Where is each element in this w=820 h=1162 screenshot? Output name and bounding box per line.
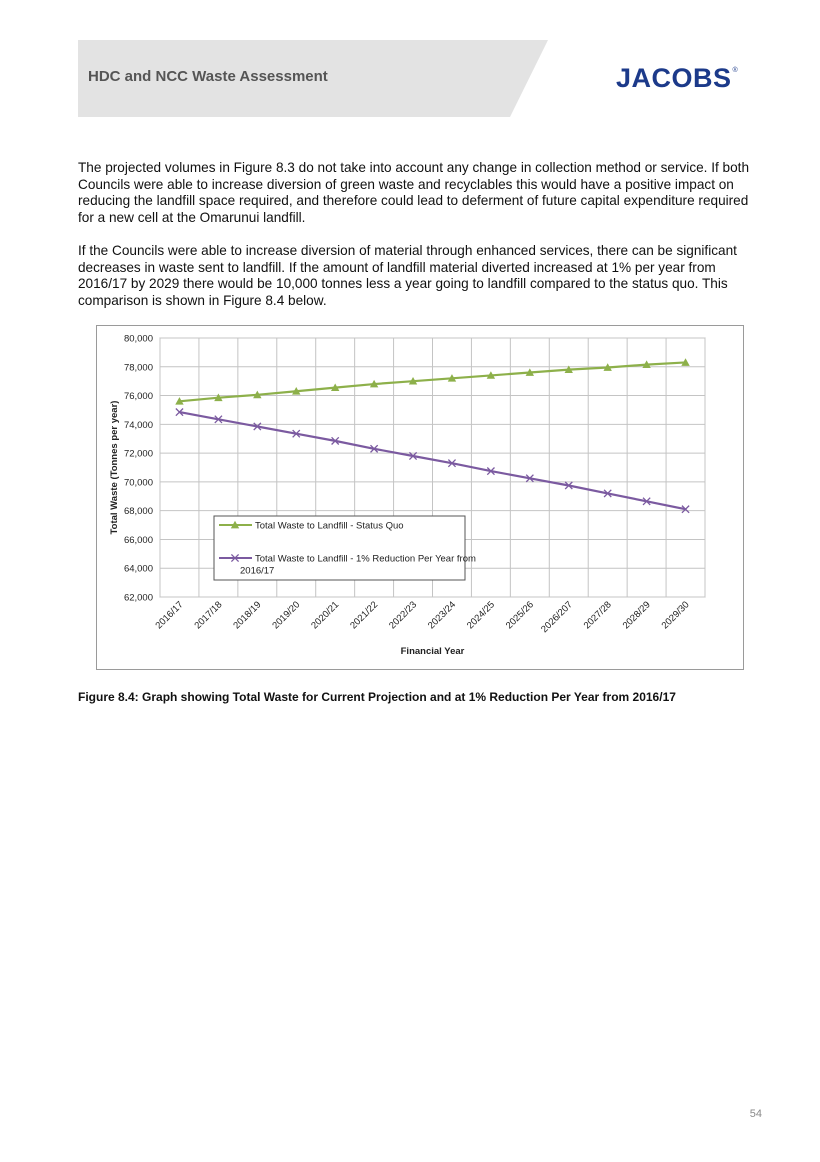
x-axis-title: Financial Year — [400, 646, 465, 657]
y-tick-label: 80,000 — [123, 333, 153, 345]
x-tick-label: 2018/19 — [231, 599, 264, 632]
y-tick-label: 78,000 — [123, 362, 153, 374]
x-tick-label: 2020/21 — [309, 599, 342, 632]
x-tick-label: 2021/22 — [348, 599, 381, 632]
legend-label-reduction-line-2: 2016/17 — [240, 565, 275, 577]
chart-frame — [96, 325, 744, 670]
x-tick-label: 2023/24 — [426, 599, 459, 632]
figure-caption: Figure 8.4: Graph showing Total Waste for Current Projection and at 1% Reduction Per Year from 2016/17 — [78, 690, 676, 704]
jacobs-logo — [616, 63, 737, 94]
x-tick-label: 2024/25 — [464, 599, 498, 632]
body-paragraph-1: The projected volumes in Figure 8.3 do not take into account any change in collection method or service. If both Councils were able to increase diversion of green waste and recyclables this would have a positive impact on reducing the landfill space required, and therefore could lead to deferment of future capital expenditure required for a new cell at the Omarunui landfill. — [78, 160, 750, 225]
y-tick-label: 68,000 — [123, 506, 153, 518]
logo-text: JACOBS — [616, 63, 732, 93]
x-tick-label: 2016/17 — [153, 599, 186, 632]
y-axis-title: Total Waste (Tonnes per year) — [109, 400, 120, 535]
waste-projection-chart — [97, 326, 743, 669]
x-tick-label: 2026/207 — [539, 599, 575, 636]
x-tick-label: 2029/30 — [659, 599, 692, 632]
registered-mark: ® — [732, 67, 739, 74]
y-tick-label: 70,000 — [123, 477, 153, 489]
y-tick-label: 64,000 — [123, 563, 153, 575]
x-tick-label: 2022/23 — [387, 599, 420, 632]
legend-label-reduction-line-1: Total Waste to Landfill - 1% Reduction Per Year from — [255, 553, 476, 565]
y-tick-label: 76,000 — [123, 391, 153, 403]
x-tick-label: 2028/29 — [620, 599, 653, 632]
page-number: 54 — [749, 1108, 762, 1120]
body-paragraph-2: If the Councils were able to increase diversion of material through enhanced services, there can be significant decreases in waste sent to landfill. If the amount of landfill material diverted increased at 1% per year from 2016/17 by 2029 there would be 10,000 tonnes less a year going to landfill compared to the status quo. This comparison is shown in Figure 8.4 below. — [78, 243, 737, 308]
y-tick-label: 62,000 — [123, 592, 153, 604]
x-tick-label: 2017/18 — [192, 599, 225, 632]
x-tick-label: 2025/26 — [503, 599, 536, 632]
y-tick-label: 66,000 — [123, 534, 153, 546]
y-tick-label: 74,000 — [123, 419, 153, 431]
x-tick-label: 2027/28 — [581, 599, 614, 632]
document-title: HDC and NCC Waste Assessment — [88, 68, 328, 85]
y-tick-label: 72,000 — [123, 448, 153, 460]
x-tick-label: 2019/20 — [270, 599, 303, 632]
legend-label-status-quo: Total Waste to Landfill - Status Quo — [255, 520, 404, 532]
